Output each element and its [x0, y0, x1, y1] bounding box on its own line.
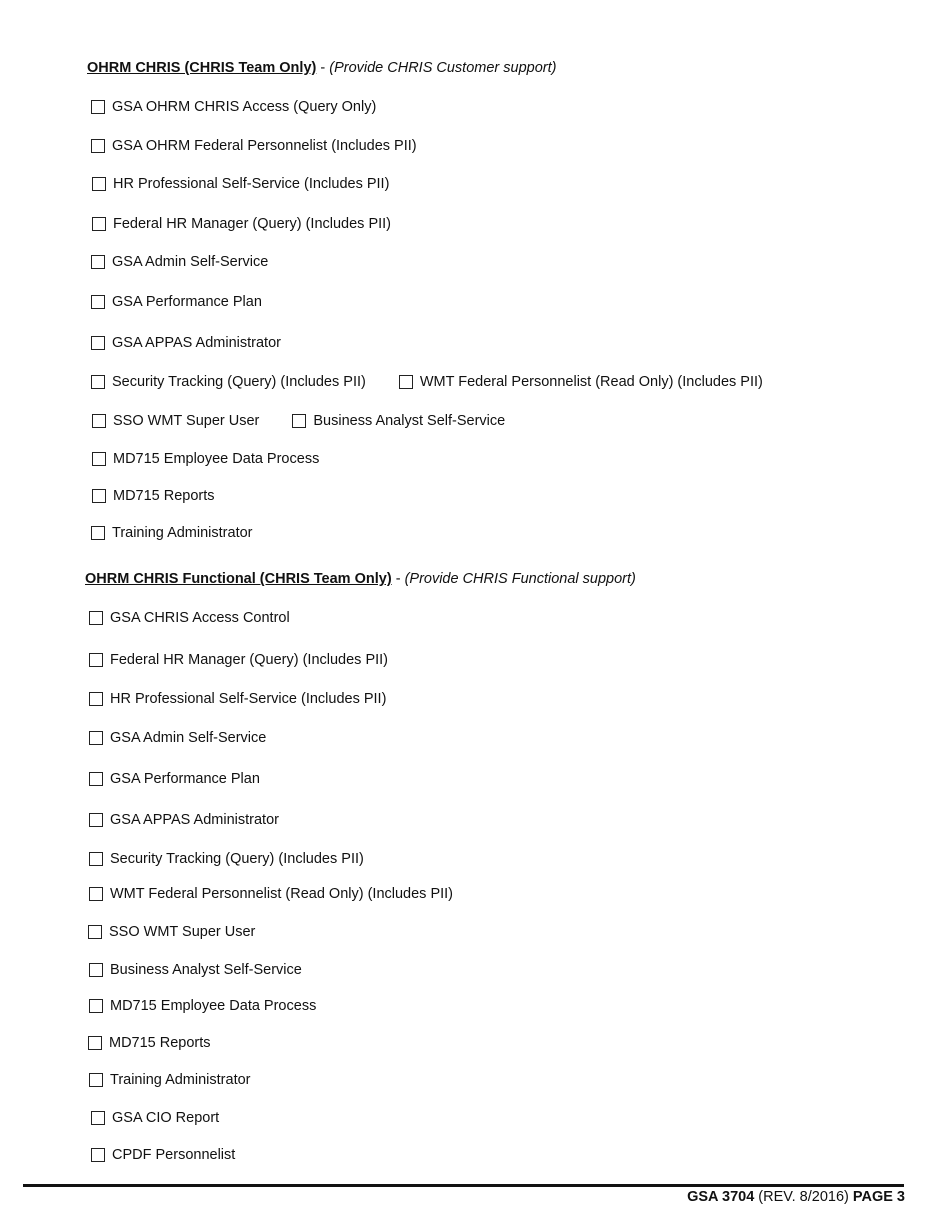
option-row — [91, 252, 268, 272]
checkbox-label: HR Professional Self-Service (Includes PII) — [110, 691, 387, 707]
form-number: GSA 3704 — [687, 1189, 755, 1205]
footer-divider — [23, 1184, 904, 1187]
checkbox[interactable] — [88, 925, 102, 939]
checkbox-label: SSO WMT Super User — [113, 413, 260, 429]
checkbox[interactable] — [91, 1148, 105, 1162]
checkbox-label: GSA CIO Report — [112, 1110, 220, 1126]
checkbox-label: Business Analyst Self-Service — [110, 962, 302, 978]
checkbox-label: Federal HR Manager (Query) (Includes PII) — [113, 216, 392, 232]
option-row — [89, 608, 290, 628]
option-row-pair — [91, 372, 763, 392]
option-row — [88, 1033, 211, 1053]
checkbox-label: GSA OHRM CHRIS Access (Query Only) — [112, 99, 377, 115]
section-title: OHRM CHRIS Functional (CHRIS Team Only) — [85, 571, 392, 587]
checkbox-label: Training Administrator — [110, 1072, 251, 1088]
option-row — [89, 849, 364, 869]
checkbox[interactable] — [89, 611, 103, 625]
checkbox-label: Security Tracking (Query) (Includes PII) — [112, 374, 366, 390]
checkbox-label: SSO WMT Super User — [109, 924, 256, 940]
option-row — [89, 689, 386, 709]
section-heading-functional-support — [85, 571, 636, 587]
checkbox-label: WMT Federal Personnelist (Read Only) (Includes PII) — [110, 886, 454, 902]
checkbox[interactable] — [92, 217, 106, 231]
checkbox[interactable] — [88, 1036, 102, 1050]
checkbox-label: GSA OHRM Federal Personnelist (Includes PII) — [112, 138, 417, 154]
checkbox[interactable] — [91, 375, 105, 389]
section-title: OHRM CHRIS (CHRIS Team Only) — [87, 60, 317, 76]
option-row — [89, 960, 302, 980]
option-row — [91, 333, 281, 353]
checkbox[interactable] — [91, 255, 105, 269]
checkbox[interactable] — [91, 336, 105, 350]
option-row — [92, 214, 391, 234]
checkbox-label: WMT Federal Personnelist (Read Only) (Includes PII) — [419, 374, 763, 390]
checkbox-label: GSA Performance Plan — [112, 294, 262, 310]
checkbox-label: Training Administrator — [112, 525, 253, 541]
checkbox-label: MD715 Reports — [109, 1035, 211, 1051]
checkbox[interactable] — [89, 852, 103, 866]
option-row — [89, 650, 388, 670]
checkbox[interactable] — [89, 772, 103, 786]
option-row — [92, 486, 215, 506]
checkbox-label: GSA APPAS Administrator — [110, 812, 279, 828]
checkbox[interactable] — [89, 1073, 103, 1087]
checkbox-label: MD715 Reports — [113, 488, 215, 504]
checkbox[interactable] — [91, 526, 105, 540]
section-separator: - — [316, 60, 330, 76]
checkbox[interactable] — [89, 692, 103, 706]
checkbox[interactable] — [91, 100, 105, 114]
checkbox-label: Federal HR Manager (Query) (Includes PII) — [110, 652, 389, 668]
option-row — [92, 174, 389, 194]
checkbox[interactable] — [92, 177, 106, 191]
checkbox[interactable] — [89, 813, 103, 827]
checkbox-label: GSA Admin Self-Service — [110, 730, 267, 746]
option-row — [91, 523, 253, 543]
option-row — [89, 810, 279, 830]
option-row — [91, 1145, 235, 1165]
form-revision: (REV. 8/2016) — [754, 1189, 853, 1205]
checkbox-label: GSA Performance Plan — [110, 771, 260, 787]
option-row — [89, 728, 266, 748]
option-row — [89, 769, 260, 789]
checkbox[interactable] — [89, 887, 103, 901]
checkbox-label: GSA APPAS Administrator — [112, 335, 281, 351]
checkbox[interactable] — [92, 489, 106, 503]
checkbox-label: Security Tracking (Query) (Includes PII) — [110, 851, 364, 867]
option-row-pair — [92, 411, 505, 431]
option-row — [89, 884, 453, 904]
checkbox[interactable] — [92, 414, 106, 428]
checkbox[interactable] — [89, 653, 103, 667]
checkbox[interactable] — [91, 139, 105, 153]
checkbox-label: Business Analyst Self-Service — [313, 413, 506, 429]
option-row — [92, 449, 319, 469]
section-subtitle: (Provide CHRIS Functional support) — [404, 571, 636, 587]
section-heading-customer-support — [87, 60, 556, 76]
checkbox[interactable] — [91, 295, 105, 309]
checkbox-label: MD715 Employee Data Process — [110, 998, 317, 1014]
checkbox-label: CPDF Personnelist — [112, 1147, 236, 1163]
option-row — [91, 292, 262, 312]
checkbox-label: GSA Admin Self-Service — [112, 254, 269, 270]
checkbox[interactable] — [399, 375, 413, 389]
option-row — [89, 996, 316, 1016]
checkbox[interactable] — [89, 731, 103, 745]
option-row — [89, 1070, 251, 1090]
page-number: PAGE 3 — [852, 1189, 905, 1205]
checkbox-label: HR Professional Self-Service (Includes PII) — [113, 176, 390, 192]
section-separator: - — [391, 571, 405, 587]
checkbox-label: GSA CHRIS Access Control — [110, 610, 290, 626]
checkbox-label: MD715 Employee Data Process — [113, 451, 320, 467]
section-subtitle: (Provide CHRIS Customer support) — [329, 60, 557, 76]
page-footer — [687, 1189, 905, 1205]
checkbox[interactable] — [292, 414, 306, 428]
checkbox[interactable] — [89, 999, 103, 1013]
option-row — [91, 1108, 219, 1128]
checkbox[interactable] — [92, 452, 106, 466]
option-row — [91, 136, 417, 156]
option-row — [91, 97, 376, 117]
checkbox[interactable] — [91, 1111, 105, 1125]
option-row — [88, 922, 255, 942]
checkbox[interactable] — [89, 963, 103, 977]
